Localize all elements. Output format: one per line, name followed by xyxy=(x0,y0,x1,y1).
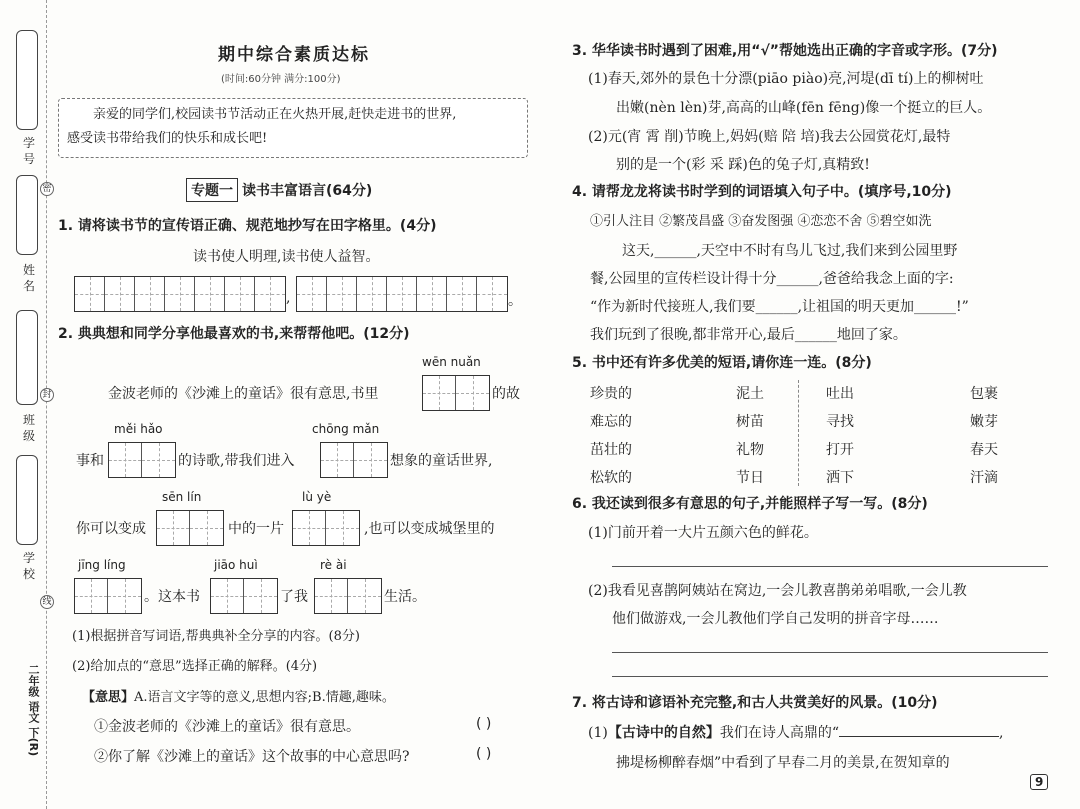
q4-para2: 餐,公园里的宣传栏设计得十分______,爸爸给我念上面的字: xyxy=(590,271,954,287)
seal-mark-3: 线 xyxy=(40,595,54,609)
topic-label: 读书丰富语言(64分) xyxy=(242,183,373,199)
q3-line3: (2)元(宵 霄 削)节晚上,妈妈(赔 陪 培)我去公园赏花灯,最特 xyxy=(588,129,951,145)
tianzi-grid-chongman[interactable] xyxy=(320,442,388,478)
page-title: 期中综合素质达标 xyxy=(218,45,370,65)
definition-text: A.语言文字等的意义,思想内容;B.情趣,趣味。 xyxy=(134,690,395,705)
match-item[interactable]: 打开 xyxy=(826,442,854,458)
school-label: 学校 xyxy=(22,551,35,581)
q6-answer-line-2[interactable] xyxy=(612,652,1048,653)
q2-line4c: 生活。 xyxy=(384,589,426,605)
definition-tag: 【意思】 xyxy=(82,690,135,705)
q2-line2c: 想象的童话世界, xyxy=(390,453,493,469)
tianzi-grid-reai[interactable] xyxy=(314,578,382,614)
q7-line1-comma: , xyxy=(999,725,1004,741)
q4-para3: “作为新时代接班人,我们要______,让祖国的明天更加______!” xyxy=(590,299,969,315)
match-item[interactable]: 吐出 xyxy=(826,386,854,402)
q2-item1: ①金波老师的《沙滩上的童话》很有意思。 xyxy=(94,719,360,735)
name-field[interactable] xyxy=(16,175,38,255)
question-2: 2. 典典想和同学分享他最喜欢的书,来帮帮他吧。(12分) xyxy=(58,326,410,342)
question-7: 7. 将古诗和谚语补充完整,和古人共赏美好的风景。(10分) xyxy=(572,695,938,711)
page-subtitle: (时间:60分钟 满分:100分) xyxy=(221,74,341,85)
q1-period: 。 xyxy=(508,293,522,309)
q7-blank-1[interactable] xyxy=(839,736,999,737)
cut-line xyxy=(46,0,47,809)
match-col-verbs xyxy=(826,380,854,492)
match-col-nouns-b xyxy=(970,380,998,492)
intro-text xyxy=(59,99,527,155)
student-id-label: 学号 xyxy=(22,136,35,166)
match-item[interactable]: 松软的 xyxy=(590,470,632,486)
question-3: 3. 华华读书时遇到了困难,用“√”帮她选出正确的字音或字形。(7分) xyxy=(572,43,998,59)
q4-para4: 我们玩到了很晚,都非常开心,最后______地回了家。 xyxy=(590,327,907,343)
q2-item2: ②你了解《沙滩上的童话》这个故事的中心意思吗? xyxy=(94,749,410,765)
pinyin-reai: rè ài xyxy=(320,558,347,572)
q2-line1b: 的故 xyxy=(492,386,520,402)
match-divider xyxy=(798,380,799,486)
tianzi-grid-senlin[interactable] xyxy=(156,510,224,546)
pinyin-wennuan: wēn nuǎn xyxy=(422,355,481,369)
match-col-adjectives xyxy=(590,380,632,492)
tianzi-grid-luye[interactable] xyxy=(292,510,360,546)
q2-line3a: 你可以变成 xyxy=(76,521,146,537)
q7-line2: 拂堤杨柳醉春烟”中看到了早春二月的美景,在贺知章的 xyxy=(616,755,950,771)
question-6: 6. 我还读到很多有意思的句子,并能照样子写一写。(8分) xyxy=(572,496,928,512)
q2-line2a: 事和 xyxy=(76,453,104,469)
q7-line1-tag: 【古诗中的自然】 xyxy=(607,725,720,741)
q6-sentence1: (1)门前开着一大片五颜六色的鲜花。 xyxy=(588,525,818,541)
q4-para1: 这天,______,天空中不时有鸟儿飞过,我们来到公园里野 xyxy=(622,243,958,259)
match-item[interactable]: 珍贵的 xyxy=(590,386,632,402)
q7-line1-num: (1) xyxy=(588,725,608,741)
q2-line2b: 的诗歌,带我们进入 xyxy=(178,453,295,469)
topic-heading xyxy=(186,178,372,202)
q2-definition xyxy=(82,686,395,705)
match-item[interactable]: 礼物 xyxy=(736,442,764,458)
match-item[interactable]: 寻找 xyxy=(826,414,854,430)
match-item[interactable]: 春天 xyxy=(970,442,998,458)
pinyin-jiaohui: jiāo huì xyxy=(214,558,258,572)
match-item[interactable]: 包裹 xyxy=(970,386,998,402)
match-item[interactable]: 嫩芽 xyxy=(970,414,998,430)
question-5: 5. 书中还有许多优美的短语,请你连一连。(8分) xyxy=(572,355,872,371)
seal-mark-1: 密 xyxy=(40,182,54,196)
tianzi-grid-jingling[interactable] xyxy=(74,578,142,614)
seal-mark-2: 封 xyxy=(40,388,54,402)
tianzi-grid-wennuan[interactable] xyxy=(422,375,490,411)
tianzi-grid-jiaohui[interactable] xyxy=(210,578,278,614)
q4-options: ①引人注目 ②繁茂昌盛 ③奋发图强 ④恋恋不舍 ⑤碧空如洗 xyxy=(590,214,932,229)
q2-line4b: 了我 xyxy=(280,589,308,605)
pinyin-jingling: jīng líng xyxy=(78,558,126,572)
right-column xyxy=(560,0,1070,809)
class-label: 班级 xyxy=(22,413,35,443)
match-item[interactable]: 树苗 xyxy=(736,414,764,430)
left-column xyxy=(58,0,538,809)
tianzi-grid-meihao[interactable] xyxy=(108,442,176,478)
class-field[interactable] xyxy=(16,310,38,405)
binding-margin xyxy=(0,0,58,809)
q3-line2: 出嫩(nèn lèn)芽,高高的山峰(fēn fēng)像一个挺立的巨人。 xyxy=(616,100,992,116)
q3-line4: 别的是一个(彩 采 踩)色的兔子灯,真精致! xyxy=(616,157,870,173)
q2-item1-answer[interactable]: ( ) xyxy=(476,716,492,732)
match-item[interactable]: 洒下 xyxy=(826,470,854,486)
intro-line-2: 感受读书带给我们的快乐和成长吧! xyxy=(67,131,268,146)
question-1: 1. 请将读书节的宣传语正确、规范地抄写在田字格里。(4分) xyxy=(58,218,437,234)
match-item[interactable]: 茁壮的 xyxy=(590,442,632,458)
match-item[interactable]: 节日 xyxy=(736,470,764,486)
slogan: 读书使人明理,读书使人益智。 xyxy=(193,249,380,265)
q6-sentence2a: (2)我看见喜鹊阿姨站在窝边,一会儿教喜鹊弟弟唱歌,一会儿教 xyxy=(588,583,967,599)
pinyin-chongman: chōng mǎn xyxy=(312,422,380,436)
q6-sentence2b: 他们做游戏,一会儿教他们学自己发明的拼音字母…… xyxy=(612,611,939,627)
q2-line1a: 金波老师的《沙滩上的童话》很有意思,书里 xyxy=(108,386,379,402)
pinyin-senlin: sēn lín xyxy=(162,490,202,504)
school-field[interactable] xyxy=(16,455,38,545)
q2-line3b: 中的一片 xyxy=(228,521,284,537)
q2-sub2: (2)给加点的“意思”选择正确的解释。(4分) xyxy=(72,659,318,674)
intro-box xyxy=(58,98,528,158)
q7-line1 xyxy=(588,722,1003,742)
name-label: 姓名 xyxy=(22,263,35,293)
tianzi-grid-q1b[interactable] xyxy=(296,276,508,312)
tianzi-grid-q1a[interactable] xyxy=(74,276,286,312)
pinyin-luye: lù yè xyxy=(302,490,332,504)
match-col-nouns-a xyxy=(736,380,764,492)
match-item[interactable]: 泥土 xyxy=(736,386,764,402)
q1-comma: , xyxy=(286,290,291,306)
match-item[interactable]: 难忘的 xyxy=(590,414,632,430)
q2-item2-answer[interactable]: ( ) xyxy=(476,746,492,762)
pinyin-meihao: měi hǎo xyxy=(114,422,163,436)
intro-line-1: 亲爱的同学们,校园读书节活动正在火热开展,赶快走进书的世界, xyxy=(93,107,457,122)
match-item[interactable]: 汗滴 xyxy=(970,470,998,486)
q2-line4a: 。这本书 xyxy=(144,589,200,605)
student-id-field[interactable] xyxy=(16,30,38,130)
series-brand: 二年级 语文 下(R) xyxy=(27,663,40,757)
page-number: 9 xyxy=(1030,774,1048,790)
q2-sub1: (1)根据拼音写词语,帮典典补全分享的内容。(8分) xyxy=(72,629,360,644)
q2-line3c: ,也可以变成城堡里的 xyxy=(364,521,495,537)
question-4: 4. 请帮龙龙将读书时学到的词语填入句子中。(填序号,10分) xyxy=(572,184,952,200)
q7-line1-text: 我们在诗人高鼎的“ xyxy=(719,725,840,741)
topic-tag: 专题一 xyxy=(186,178,238,202)
q6-answer-line-3[interactable] xyxy=(612,676,1048,677)
q6-answer-line-1[interactable] xyxy=(612,566,1048,567)
q3-line1: (1)春天,郊外的景色十分漂(piāo piào)亮,河堤(dī tí)上的柳树吐 xyxy=(588,71,984,87)
